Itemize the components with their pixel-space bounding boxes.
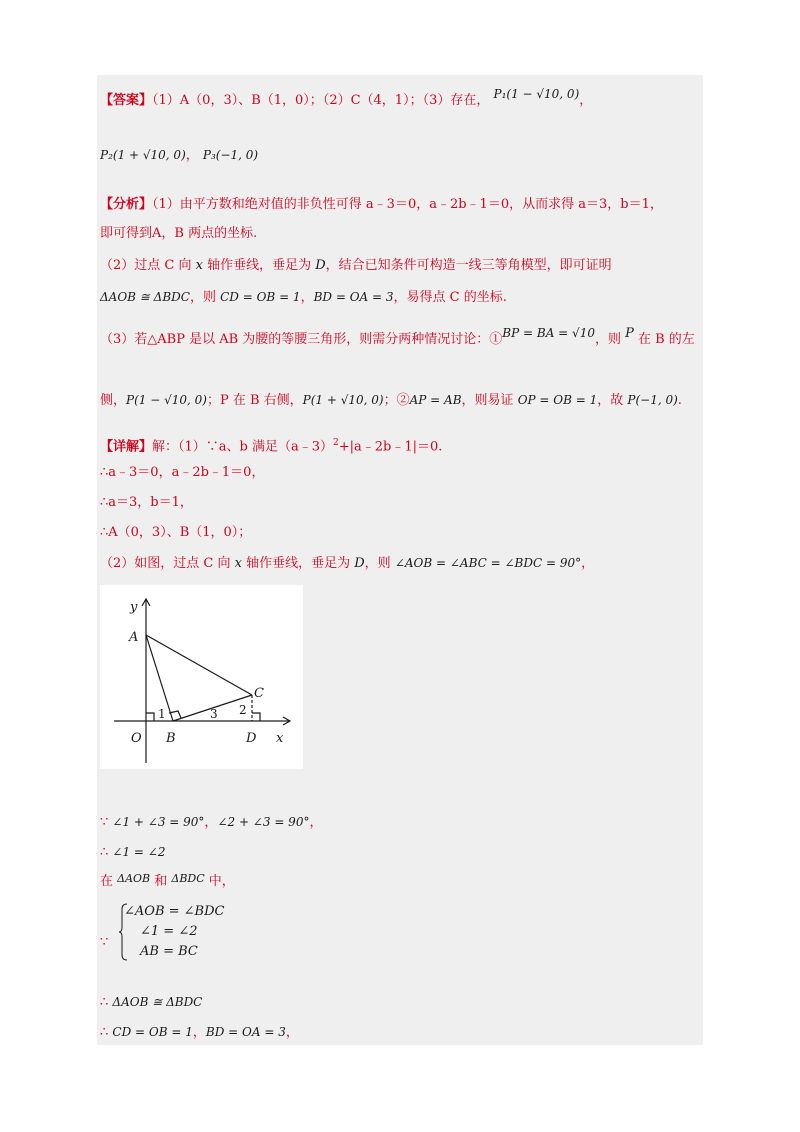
proof-line-3 [100,873,235,891]
analysis-line-6 [100,391,682,410]
answer-p3: P₃(−1, 0) [202,148,259,162]
figure-svg [100,585,303,769]
answer-line-2 [100,146,258,165]
analysis-ap: AP = AB [409,393,462,407]
detail-line-1 [100,434,442,456]
analysis-l4d: ， [300,290,314,305]
proof-l1e: ， [309,815,323,830]
answer-line-1 [100,87,593,110]
detail-l5c: ，则 [364,556,395,571]
analysis-tag: 【分析】 [100,197,153,212]
proof-therefore-3: ∴ [100,1025,113,1040]
proof-congruence: ΔAOB ≅ ΔBDC [112,995,203,1009]
analysis-l5c: ，则 [594,332,626,347]
analysis-d: D [315,258,326,273]
system-eq-3: AB = BC [140,944,198,959]
analysis-l5e: 在 B 的左 [633,332,695,347]
analysis-l3c: ，结合已知条件可构造一线三等角模型，即可证明 [325,258,612,273]
analysis-l6c: ； [206,393,220,408]
analysis-l4f: ，易得点 C 的坐标. [393,290,507,305]
detail-l5b: 轴作垂线，垂足为 [241,556,355,571]
detail-l5f: ， [581,556,595,571]
answer-comma2: ， [185,148,199,163]
analysis-line-2: 即可得到A，B 两点的坐标. [100,226,258,241]
proof-l6e: ， [285,1025,299,1040]
proof-line-5 [100,993,202,1012]
analysis-line-1 [100,196,663,214]
proof-l3c: 和 [150,874,172,889]
proof-line-6 [100,1023,299,1042]
proof-l1c: ， [204,815,218,830]
detail-l1b: +|a﹣2b﹣1|＝0. [338,439,443,455]
analysis-p-neg: P(−1, 0) [627,393,678,407]
analysis-l5a: （3）若△ABP 是以 AB 为腰的等腰三角形，则需分两种情况讨论：① [100,332,503,347]
label-angle-1: 1 [158,707,166,721]
label-c: C [254,686,264,701]
proof-therefore-2: ∴ [100,995,113,1010]
proof-tri-bdc: ΔBDC [171,872,205,885]
analysis-l6f: ；② [383,393,410,408]
proof-cd: CD = OB = 1 [112,1025,193,1039]
analysis-cd: CD = OB = 1 [220,290,301,304]
label-a: A [129,630,139,645]
answer-part1: （1）A（0，3）、B（1，0）； [152,93,323,108]
detail-line-4: ∴A（0，3）、B（1，0）； [100,525,252,540]
proof-l3a: 在 [100,874,118,889]
detail-line-2: ∴a﹣3＝0，a﹣2b﹣1＝0， [100,465,265,480]
detail-angles: ∠AOB = ∠ABC = ∠BDC = 90° [394,556,582,570]
detail-x: x [234,556,242,571]
answer-part3: （3）存在， [422,93,490,108]
analysis-l3a: （2）过点 C 向 [100,258,196,273]
analysis-l6l: . [677,393,682,408]
analysis-l6d: P 在 B 右侧， [219,393,303,408]
analysis-l6h: ，则易证 [461,393,518,408]
analysis-l1: （1）由平方数和绝对值的非负性可得 a﹣3＝0，a﹣2b﹣1＝0，从而求得 a＝3，b＝1， [152,197,663,212]
answer-p2: P₂(1 + √10, 0) [100,148,186,162]
proof-l3e: 中， [204,874,235,889]
proof-therefore-1: ∴ [100,845,113,860]
analysis-p: P [625,326,634,341]
detail-l1a: 解：（1）∵a、b 满足（a﹣3） [152,439,334,455]
right-angle-o [146,713,154,721]
analysis-bp: BP = BA = √10 [502,326,595,340]
right-angle-d [252,713,260,721]
detail-l1sup: 2 [333,438,339,448]
analysis-l6j: ，故 [597,393,628,408]
analysis-p-left: P(1 − √10, 0) [126,393,207,407]
proof-bd: BD = OA = 3 [205,1025,286,1039]
analysis-line-4 [100,288,507,307]
label-angle-3: 3 [210,707,218,721]
label-b: B [166,731,176,746]
analysis-congruence: ΔAOB ≅ ΔBDC [100,290,190,304]
analysis-l3b: 轴作垂线，垂足为 [202,258,316,273]
label-o: O [131,731,142,746]
system-eq-2: ∠1 = ∠2 [140,924,198,939]
analysis-l4b: ，则 [189,290,221,305]
detail-l5a: （2）如图，过点 C 向 [100,556,235,571]
proof-because-1: ∵ [100,815,113,830]
detail-line-5 [100,554,594,573]
detail-tag: 【详解】 [100,439,153,455]
answer-p1: P₁(1 − √10, 0) [493,87,580,101]
answer-part2: （2）C（4，1）； [322,93,423,108]
analysis-op: OP = OB = 1 [517,393,598,407]
detail-d: D [354,556,365,571]
label-x: x [276,731,284,746]
proof-because-sys: ∵ [100,935,109,950]
system-eq-1: ∠AOB = ∠BDC [124,904,225,919]
proof-angle12: ∠1 = ∠2 [112,845,166,859]
label-angle-2: 2 [239,703,247,717]
proof-line-2 [100,843,165,862]
proof-angle23: ∠2 + ∠3 = 90° [217,815,310,829]
proof-l6c: ， [192,1025,206,1040]
analysis-l6a: 侧， [100,393,127,408]
proof-angle13: ∠1 + ∠3 = 90° [112,815,205,829]
detail-line-3: ∴a＝3，b＝1， [100,495,193,510]
answer-comma1: ， [579,93,593,108]
analysis-p-right: P(1 + √10, 0) [302,393,384,407]
analysis-bd: BD = OA = 3 [313,290,394,304]
label-d: D [246,731,257,746]
proof-tri-aob: ΔAOB [117,872,151,885]
analysis-x: x [195,258,203,273]
geometry-figure [100,585,303,769]
proof-line-1 [100,813,322,832]
answer-tag: 【答案】 [100,93,153,108]
label-y: y [130,600,138,615]
analysis-line-3 [100,257,612,275]
analysis-line-5 [100,326,695,349]
